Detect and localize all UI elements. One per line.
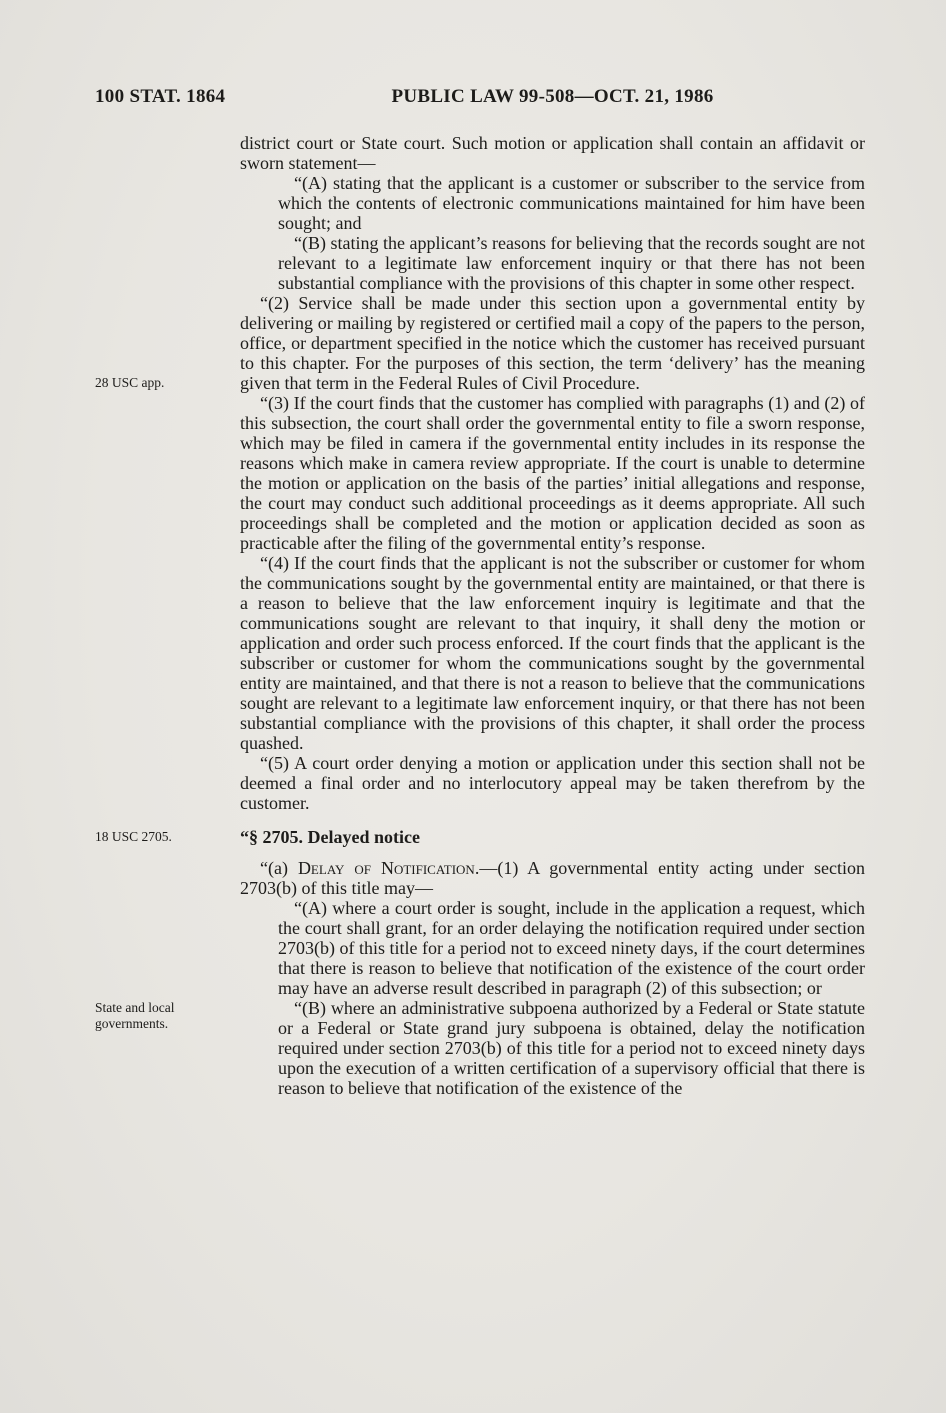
subparagraph-a2: “(A) where a court order is sought, include in the application a request, which the court shall grant, for an order delaying the notification required under section 2703(b) of this title for a period not to exceed ninety days, if the court determines that there is reason to believe that notification of the existence of the court order may have an adverse result described in paragraph (2) of this subsection; or [278, 898, 865, 998]
paragraph-2-row [95, 293, 865, 393]
paragraph-continuation: district court or State court. Such motion or application shall contain an affidavit or sworn statement— [240, 133, 865, 173]
paragraph-a-prefix: “(a) [260, 858, 298, 878]
section-heading-row [95, 827, 865, 847]
subparagraph-b2-row [95, 998, 865, 1098]
subparagraph-b1: “(B) stating the applicant’s reasons for believing that the records sought are not relevant to a legitimate law enforcement inquiry or that there has not been substantial compliance with the provisions of this chapter in some other respect. [278, 233, 865, 293]
paragraph-a-rest: .—(1) A governmental entity acting under section 2703(b) of this title may— [240, 858, 865, 898]
paragraph-a-smallcaps: Delay of Notification [297, 858, 475, 878]
margin-note-state-and-local: State and local governments. [95, 1000, 175, 1031]
law-title: PUBLIC LAW 99-508—OCT. 21, 1986 [391, 86, 714, 107]
paragraph-3: “(3) If the court finds that the customer has complied with paragraphs (1) and (2) of this subsection, the court shall order the governmental entity to file a sworn response, which may be filed in camera if the governmental entity includes in its response the reasons which make in camera review appropriate. If the court is unable to determine the motion or application on the basis of the parties’ initial allegations and response, the court may conduct such additional proceedings as it deems appropriate. All such proceedings shall be completed and the motion or application decided as soon as practicable after the filing of the governmental entity’s response. [240, 393, 865, 553]
margin-note-28-usc-app: 28 USC app. [95, 375, 165, 390]
stat-number: 100 STAT. 1864 [95, 86, 226, 107]
margin-note-18-usc-2705: 18 USC 2705. [95, 829, 172, 844]
section-2705-heading: “§ 2705. Delayed notice [240, 827, 420, 847]
paragraph-5: “(5) A court order denying a motion or application under this section shall not be deemed a final order and no interlocutory appeal may be taken therefrom by the customer. [240, 753, 865, 813]
paragraph-4: “(4) If the court finds that the applicant is not the subscriber or customer for whom the communications sought by the governmental entity are maintained, or that there is a reason to believe that the law enforcement inquiry is legitimate and that the communications sought are relevant to that inquiry, it shall deny the motion or application and order such process enforced. If the court finds that the applicant is the subscriber or customer for whom the communications sought by the governmental entity are maintained, and that there is not a reason to believe that the communications sought are relevant to a legitimate law enforcement inquiry, or that there has not been substantial compliance with the provisions of this chapter, it shall order the process quashed. [240, 553, 865, 753]
paragraph-a-delay-of-notification [240, 858, 865, 898]
subparagraph-b2: “(B) where an administrative subpoena authorized by a Federal or State statute or a Federal or State grand jury subpoena is obtained, delay the notification required under section 2703(b) of this title for a period not to exceed ninety days upon the execution of a written certification of a supervisory official that there is reason to believe that notification of the existence of the [278, 998, 865, 1098]
subparagraph-a1: “(A) stating that the applicant is a customer or subscriber to the service from which the contents of electronic communications maintained for him have been sought; and [278, 173, 865, 233]
statute-text-column [95, 133, 865, 1098]
paragraph-2: “(2) Service shall be made under this section upon a governmental entity by delivering or mailing by registered or certified mail a copy of the papers to the person, office, or department specified in the notice which the customer has received pursuant to this chapter. For the purposes of this section, the term ‘delivery’ has the meaning given that term in the Federal Rules of Civil Procedure. [240, 293, 865, 393]
